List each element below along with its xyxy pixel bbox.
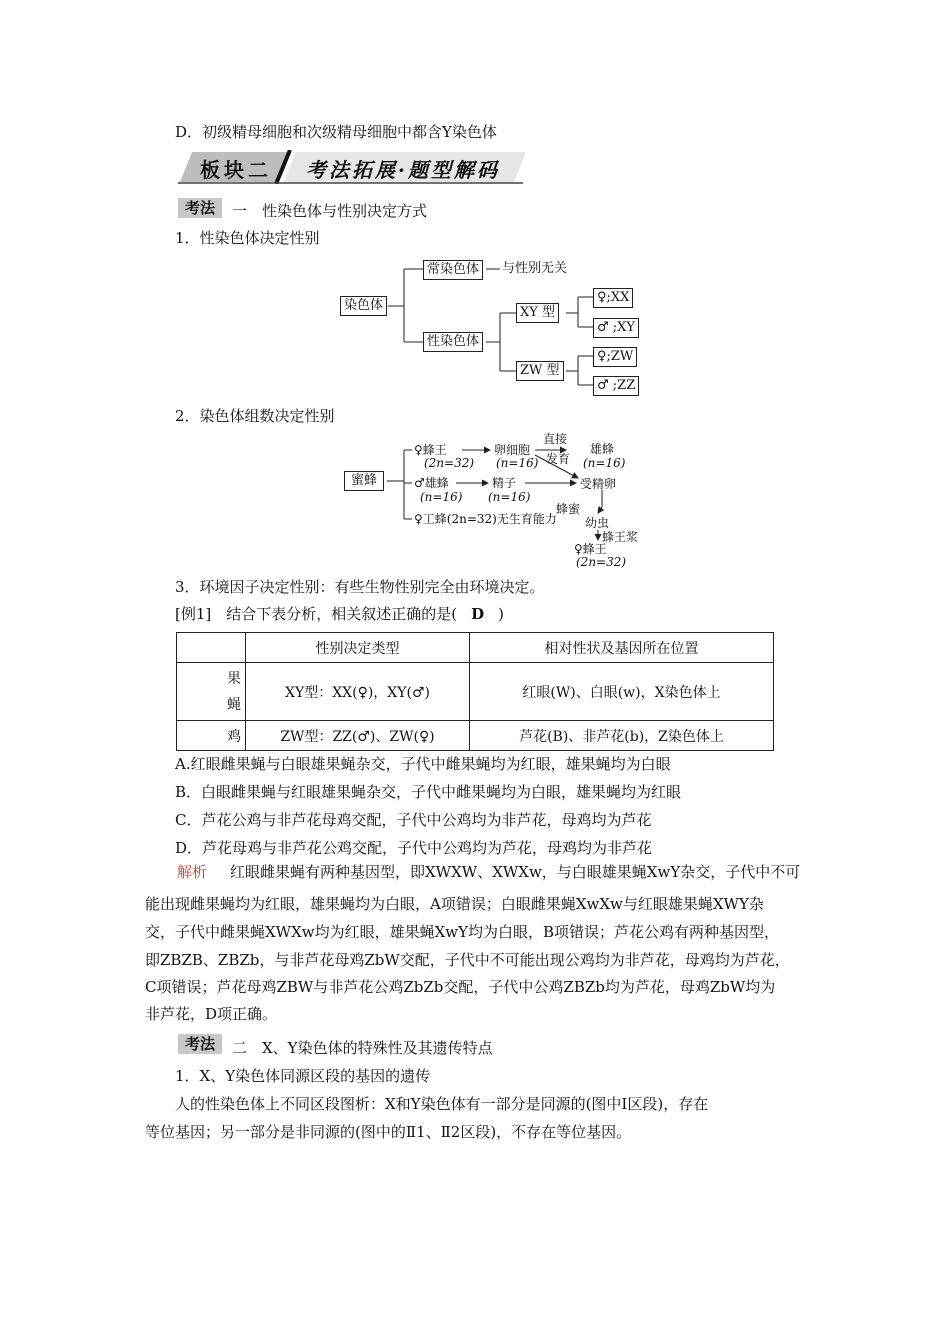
example-prefix: [例1] 结合下表分析，相关叙述正确的是( — [175, 605, 458, 623]
method-number: 二 — [232, 1039, 248, 1057]
egg-label: 卵细胞 — [494, 443, 531, 457]
drone-n: (n=16) — [420, 490, 463, 504]
direct-label: 直接 — [543, 432, 568, 446]
larva-label: 幼虫 — [585, 516, 610, 530]
method1-item1: 1．性染色体决定性别 — [175, 229, 320, 247]
table-cell: 红眼(W)、白眼(w)，X染色体上 — [470, 663, 774, 721]
queen-out-n: (2n=32) — [576, 555, 627, 569]
method-tag: 考法 — [178, 198, 222, 218]
table-cell: XY型：XX(♀)，XY(♂) — [246, 663, 470, 721]
node-zw-type: ZW 型 — [516, 361, 564, 381]
banner-left-text: 板块二 — [200, 158, 272, 182]
node-honeybee: 蜜蜂 — [344, 471, 384, 491]
node-xy-male: ♂ ;XY — [593, 318, 639, 338]
node-zw-female: ♀;ZW — [593, 347, 637, 367]
method2-paragraph-line-2: 等位基因；另一部分是非同源的(图中的Ⅱ1、Ⅱ2区段)，不存在等位基因。 — [145, 1123, 632, 1141]
develop-label: 发育 — [546, 452, 571, 466]
table-header-cell: 相对性状及基因所在位置 — [470, 633, 774, 663]
drone-label: ♂雄蜂 — [414, 476, 449, 490]
method-title: X、Y染色体的特殊性及其遗传特点 — [262, 1039, 493, 1057]
option-c: C．芦花公鸡与非芦花母鸡交配，子代中公鸡均为非芦花，母鸡均为芦花 — [175, 811, 652, 829]
node-xy-type: XY 型 — [516, 303, 559, 323]
option-d: D．芦花母鸡与非芦花公鸡交配，子代中公鸡均为芦花，母鸡均为非芦花 — [175, 839, 653, 857]
analysis-line-6: 非芦花，D项正确。 — [145, 1005, 278, 1023]
node-sex-chromosome: 性染色体 — [423, 332, 483, 352]
node-zw-male: ♂ ;ZZ — [593, 376, 639, 396]
example-answer: D — [471, 605, 485, 623]
table-header-cell — [177, 633, 246, 663]
option-b: B．白眼雌果蝇与红眼雄果蝇杂交，子代中雌果蝇均为白眼，雄果蝇均为红眼 — [175, 783, 682, 801]
jelly-label: 蜂王浆 — [602, 530, 639, 544]
table-header-cell: 性别决定类型 — [246, 633, 470, 663]
honey-label: 蜂蜜 — [556, 502, 581, 516]
sperm-label: 精子 — [492, 476, 517, 490]
analysis-line-4: 即ZBZB、ZBZb，与非芦花母鸡ZbW交配，子代中不可能出现公鸡均为非芦花，母鸡均为芦花， — [145, 951, 790, 969]
zygote-label: 受精卵 — [580, 477, 617, 491]
node-xy-female: ♀;XX — [593, 288, 633, 308]
diagram2-arrows — [0, 0, 950, 580]
node-autosome: 常染色体 — [423, 260, 483, 280]
organism-label: 果蝇 — [227, 670, 241, 713]
method1-item2: 2．染色体组数决定性别 — [175, 407, 335, 425]
drone-out-n: (n=16) — [583, 456, 626, 470]
example-suffix: ) — [498, 605, 504, 623]
table-cell: ZW型：ZZ(♂)、ZW(♀) — [246, 721, 470, 751]
example-table — [176, 632, 774, 751]
node-chromosome: 染色体 — [340, 296, 387, 316]
table-header-row — [177, 633, 774, 663]
method1-item3: 3．环境因子决定性别：有些生物性别完全由环境决定。 — [175, 578, 545, 596]
method-title: 性染色体与性别决定方式 — [262, 202, 428, 220]
table-cell-organism — [177, 663, 246, 721]
queen-n: (2n=32) — [424, 456, 475, 470]
autosome-note: 与性别无关 — [502, 261, 568, 276]
banner-right-text: 考法拓展·题型解码 — [306, 158, 500, 182]
table-row — [177, 663, 774, 721]
queen-label: ♀蜂王 — [414, 443, 447, 457]
method-tag: 考法 — [178, 1034, 222, 1054]
worker-label: ♀工蜂(2n=32)无生育能力 — [414, 512, 557, 526]
option-a: A.红眼雌果蝇与白眼雄果蝇杂交，子代中雌果蝇均为红眼，雄果蝇均为白眼 — [175, 755, 671, 773]
method-number: 一 — [232, 202, 248, 220]
drone-out-label: 雄蜂 — [590, 442, 615, 456]
analysis-label: 解析 — [177, 863, 208, 881]
method2-paragraph-line-1: 人的性染色体上不同区段图析：X和Y染色体有一部分是同源的(图中Ⅰ区段)，存在 — [175, 1095, 709, 1113]
queen-out-label: ♀蜂王 — [574, 542, 607, 556]
option-d-prev: D．初级精母细胞和次级精母细胞中都含Y染色体 — [175, 123, 497, 141]
sperm-n: (n=16) — [488, 490, 531, 504]
table-cell: 芦花(B)、非芦花(b)，Z染色体上 — [470, 721, 774, 751]
analysis-line-5: C项错误；芦花母鸡ZBW与非芦花公鸡ZbZb交配，子代中公鸡ZBZb均为芦花，母鸡ZbW均为 — [145, 978, 776, 996]
example-stem — [175, 604, 504, 624]
egg-n: (n=16) — [496, 456, 539, 470]
table-row — [177, 721, 774, 751]
method2-item1: 1．X、Y染色体同源区段的基因的遗传 — [175, 1067, 431, 1085]
analysis-line-3: 交，子代中雌果蝇XWXw均为红眼，雄果蝇XwY均为白眼，B项错误；芦花公鸡有两种基因型， — [145, 923, 780, 941]
table-cell-organism: 鸡 — [177, 721, 246, 751]
analysis-line-2: 能出现雌果蝇均为红眼，雄果蝇均为白眼，A项错误；白眼雌果蝇XwXw与红眼雄果蝇XWY杂 — [145, 895, 764, 913]
analysis-line-1: 红眼雌果蝇有两种基因型，即XWXW、XWXw，与白眼雄果蝇XwY杂交，子代中不可 — [230, 863, 801, 881]
